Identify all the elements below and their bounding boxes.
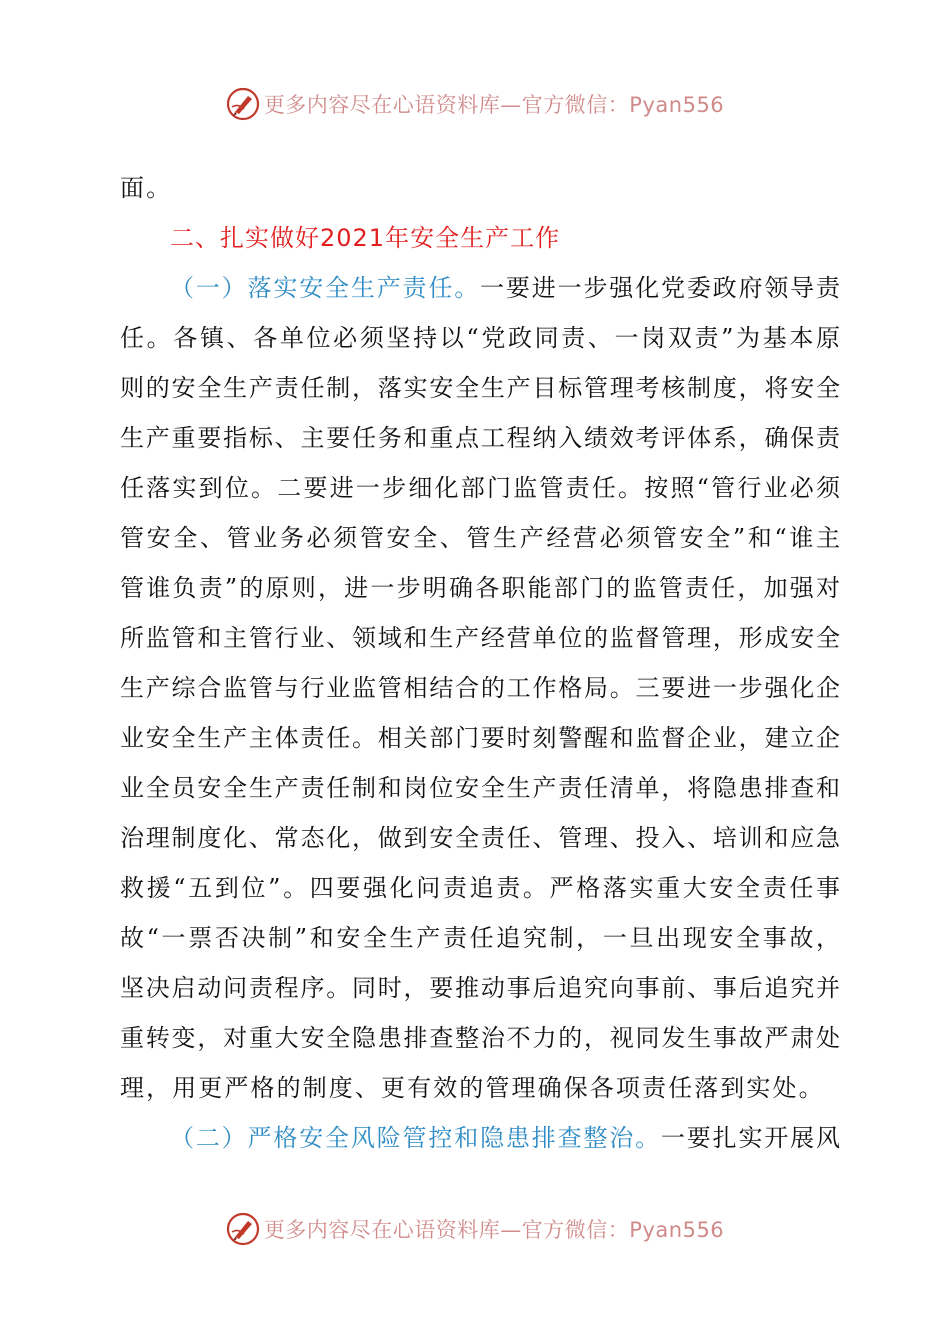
- paragraph-line: 坚决启动问责程序。同时，要推动事后追究向事前、事后追究并: [120, 974, 840, 1002]
- banner-text: 更多内容尽在心语资料库—官方微信：Pyan556: [263, 93, 725, 117]
- pen-logo-icon: [226, 87, 260, 121]
- paragraph-line: 生产综合监管与行业监管相结合的工作格局。三要进一步强化企: [120, 674, 840, 702]
- footer-banner: [0, 1209, 950, 1249]
- subsection-title: （二）严格安全风险管控和隐患排查整治。: [170, 1124, 661, 1152]
- paragraph-line: [120, 1113, 840, 1163]
- paragraph-line: 救援“五到位”。四要强化问责追责。严格落实重大安全责任事: [120, 874, 840, 902]
- paragraph-line: 理，用更严格的制度、更有效的管理确保各项责任落到实处。: [120, 1074, 825, 1102]
- header-banner: [0, 84, 950, 124]
- paragraph-line: [120, 263, 840, 313]
- paragraph-line: 故“一票否决制”和安全生产责任追究制，一旦出现安全事故，: [120, 924, 840, 952]
- paragraph-line: 生产重要指标、主要任务和重点工程纳入绩效考评体系，确保责: [120, 424, 840, 452]
- paragraph-line: 面。: [120, 174, 173, 202]
- paragraph-line: 任落实到位。二要进一步细化部门监管责任。按照“管行业必须: [120, 474, 840, 502]
- paragraph-line: 重转变，对重大安全隐患排查整治不力的，视同发生事故严肃处: [120, 1024, 840, 1052]
- paragraph-line: 管谁负责”的原则，进一步明确各职能部门的监管责任，加强对: [120, 574, 840, 602]
- section-heading: 二、扎实做好2021年安全生产工作: [170, 224, 561, 252]
- paragraph-line: 所监管和主管行业、领域和生产经营单位的监督管理，形成安全: [120, 624, 840, 652]
- pen-logo-icon: [226, 1212, 260, 1246]
- paragraph-text: 一要进一步强化党委政府领导责: [480, 274, 841, 302]
- banner-text: 更多内容尽在心语资料库—官方微信：Pyan556: [263, 1218, 725, 1242]
- paragraph-line: 任。各镇、各单位必须坚持以“党政同责、一岗双责”为基本原: [120, 324, 840, 352]
- paragraph-line: 管安全、管业务必须管安全、管生产经营必须管安全”和“谁主: [120, 524, 840, 552]
- document-body: [120, 163, 840, 1163]
- paragraph-line: 则的安全生产责任制，落实安全生产目标管理考核制度，将安全: [120, 374, 840, 402]
- paragraph-line: 业安全生产主体责任。相关部门要时刻警醒和监督企业，建立企: [120, 724, 840, 752]
- paragraph-line: 治理制度化、常态化，做到安全责任、管理、投入、培训和应急: [120, 824, 840, 852]
- paragraph-line: 业全员安全生产责任制和岗位安全生产责任清单，将隐患排查和: [120, 774, 840, 802]
- paragraph-text: 一要扎实开展风: [660, 1124, 841, 1152]
- subsection-title: （一）落实安全生产责任。: [170, 274, 481, 302]
